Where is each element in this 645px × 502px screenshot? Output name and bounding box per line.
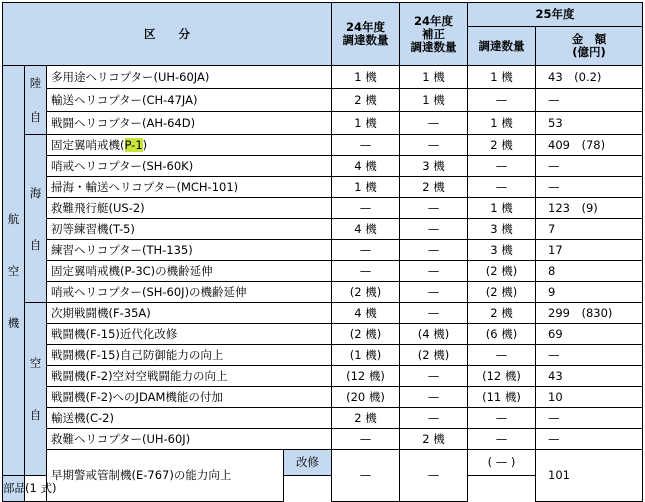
cell-amount: 43 — [536, 366, 643, 387]
cell-amount: 299 (830) — [536, 303, 643, 324]
cell-q24s: — — [400, 112, 468, 135]
cell-q24: (20 機) — [332, 387, 400, 408]
cell-q25: — — [468, 408, 536, 429]
cell-amount: — — [536, 156, 643, 177]
row-item: 戦闘ヘリコプター(AH-64D) — [47, 112, 332, 135]
row-item: 次期戦闘機(F-35A) — [47, 303, 332, 324]
highlighted-text: P-1 — [124, 137, 143, 152]
cell-q24: 1 機 — [332, 66, 400, 89]
sub-label-parts: 部品 — [3, 476, 25, 502]
cell-q24s: 2 機 — [400, 429, 468, 450]
cell-amount: — — [536, 408, 643, 429]
row-item: 戦闘機(F-15)自己防御能力の向上 — [47, 345, 332, 366]
cell-q25: — — [468, 156, 536, 177]
cell-q24: 1 機 — [332, 112, 400, 135]
cell-q25: (6 機) — [468, 324, 536, 345]
row-item: 初等練習機(T-5) — [47, 219, 332, 240]
cell-q24: 4 機 — [332, 156, 400, 177]
cell-q25: 3 機 — [468, 219, 536, 240]
cell-q24s: (2 機) — [400, 345, 468, 366]
cell-q24s: 2 機 — [400, 177, 468, 198]
cell-q25: — — [468, 177, 536, 198]
cell-q24s: — — [400, 261, 468, 282]
cell-q24s: — — [400, 303, 468, 324]
cell-q24: 2 機 — [332, 89, 400, 112]
group-msdf: 海 自 — [25, 135, 47, 303]
cell-q25: (12 機) — [468, 366, 536, 387]
cell-q25: (11 機) — [468, 387, 536, 408]
cell-q25: 2 機 — [468, 303, 536, 324]
cell-q24s: — — [400, 450, 468, 502]
cell-q24s: — — [400, 408, 468, 429]
cell-q25: (1 式) — [25, 476, 47, 502]
cell-q24s: — — [400, 135, 468, 156]
header-fy24-supp: 24年度 補正 調達数量 — [400, 3, 468, 66]
row-item-awacs: 早期警戒管制機(E-767)の能力向上 — [47, 450, 284, 502]
row-item: 固定翼哨戒機(P-3C)の機齢延伸 — [47, 261, 332, 282]
cell-q24s: — — [400, 366, 468, 387]
procurement-table — [2, 2, 643, 502]
cell-amount: 409 (78) — [536, 135, 643, 156]
cell-q24s: (4 機) — [400, 324, 468, 345]
cell-q25: 2 機 — [468, 135, 536, 156]
row-item: 固定翼哨戒機(P-1) — [47, 135, 332, 156]
cell-q24s: 3 機 — [400, 156, 468, 177]
cell-q24s: 1 機 — [400, 66, 468, 89]
row-item: 戦闘機(F-15)近代化改修 — [47, 324, 332, 345]
cell-q24: 1 機 — [332, 177, 400, 198]
header-category: 区 分 — [3, 3, 332, 66]
cell-q25: ( — ) — [468, 450, 536, 476]
cell-q24: — — [332, 198, 400, 219]
row-item: 戦闘機(F-2)空対空戦闘能力の向上 — [47, 366, 332, 387]
row-item: 輸送機(C-2) — [47, 408, 332, 429]
cell-q25: (2 機) — [468, 282, 536, 303]
cell-q24s: 1 機 — [400, 89, 468, 112]
cell-q24: — — [332, 429, 400, 450]
cell-q25: 3 機 — [468, 240, 536, 261]
cell-q24: — — [332, 240, 400, 261]
cell-amount: 69 — [536, 324, 643, 345]
cell-q24: — — [332, 450, 400, 502]
cell-q25: 1 機 — [468, 112, 536, 135]
cell-q25: — — [468, 429, 536, 450]
cell-amount: 9 — [536, 282, 643, 303]
row-item: 哨戒ヘリコプター(SH-60J)の機齢延伸 — [47, 282, 332, 303]
row-item: 戦闘機(F-2)へのJDAM機能の付加 — [47, 387, 332, 408]
cell-amount: 123 (9) — [536, 198, 643, 219]
cell-q24s: — — [400, 240, 468, 261]
cell-amount: — — [536, 429, 643, 450]
cell-q24: 2 機 — [332, 408, 400, 429]
row-item: 練習ヘリコプター(TH-135) — [47, 240, 332, 261]
row-item: 哨戒ヘリコプター(SH-60K) — [47, 156, 332, 177]
cell-q25: — — [468, 89, 536, 112]
cell-amount: 7 — [536, 219, 643, 240]
cell-q24s: — — [400, 387, 468, 408]
cell-amount: — — [536, 177, 643, 198]
cell-q24: (2 機) — [332, 282, 400, 303]
group-gsdf: 陸 自 — [25, 66, 47, 135]
cell-amount: 53 — [536, 112, 643, 135]
cell-q25: (2 機) — [468, 261, 536, 282]
sub-label-modification: 改修 — [284, 450, 332, 476]
cell-q25: 1 機 — [468, 198, 536, 219]
cell-q24s: — — [400, 219, 468, 240]
cell-q24: (12 機) — [332, 366, 400, 387]
cell-amount: 101 — [536, 450, 643, 502]
row-item: 輸送ヘリコプター(CH-47JA) — [47, 89, 332, 112]
cell-q25: 1 機 — [468, 66, 536, 89]
cell-q24: (1 機) — [332, 345, 400, 366]
header-fy25-amount: 金 額 (億円) — [536, 27, 643, 66]
header-fy25: 25年度 — [468, 3, 643, 27]
row-item: 多用途ヘリコプター(UH-60JA) — [47, 66, 332, 89]
header-fy24-qty: 24年度 調達数量 — [332, 3, 400, 66]
cell-amount: 8 — [536, 261, 643, 282]
cell-q24s: — — [400, 198, 468, 219]
row-item: 掃海・輸送ヘリコプター(MCH-101) — [47, 177, 332, 198]
cell-q24: (2 機) — [332, 324, 400, 345]
group-aircraft: 航 空 機 — [3, 66, 25, 476]
group-asdf: 空 自 — [25, 303, 47, 476]
cell-amount: 43 (0.2) — [536, 66, 643, 89]
cell-amount: 17 — [536, 240, 643, 261]
row-item: 救難飛行艇(US-2) — [47, 198, 332, 219]
cell-q24s: — — [400, 282, 468, 303]
row-item: 救難ヘリコプター(UH-60J) — [47, 429, 332, 450]
cell-q24: 4 機 — [332, 303, 400, 324]
cell-q24: — — [332, 261, 400, 282]
cell-q24: — — [332, 135, 400, 156]
cell-amount: 10 — [536, 387, 643, 408]
cell-amount: — — [536, 345, 643, 366]
cell-q24: 4 機 — [332, 219, 400, 240]
header-fy25-qty: 調達数量 — [468, 27, 536, 66]
cell-q25: — — [468, 345, 536, 366]
cell-amount: — — [536, 89, 643, 112]
